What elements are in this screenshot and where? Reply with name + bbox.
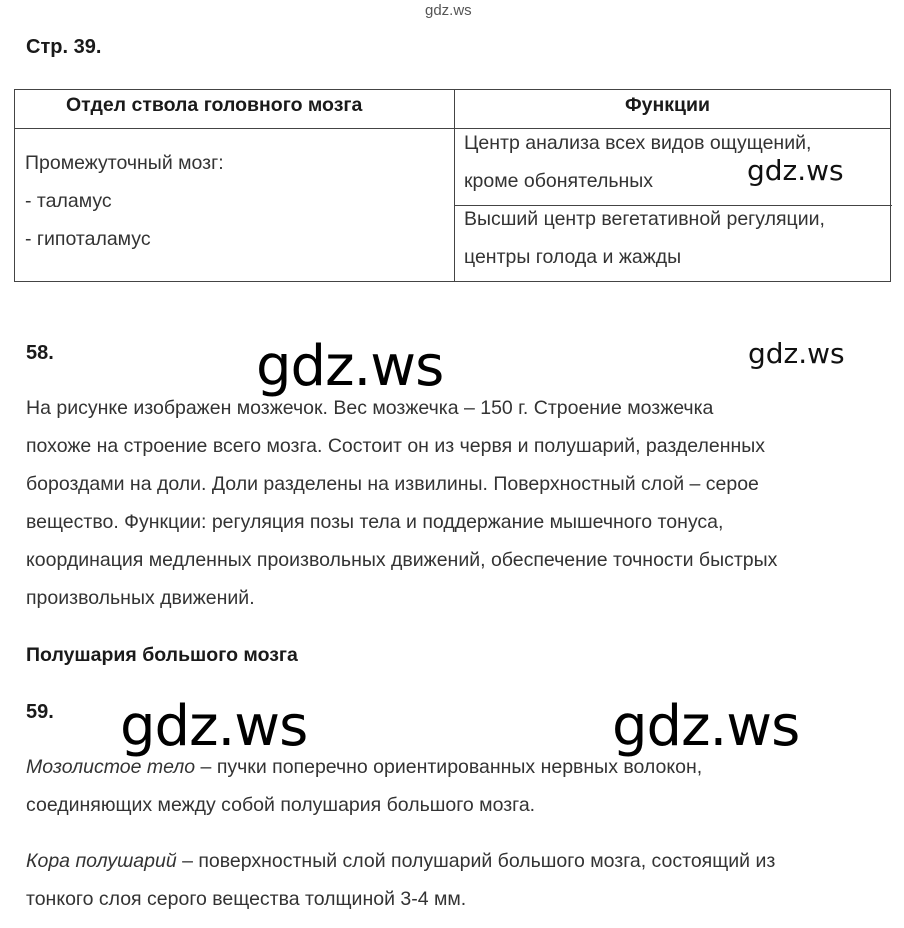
watermark-table: gdz.ws [747, 154, 844, 187]
term-cortex: Кора полушарий [26, 850, 177, 872]
watermark-big-59-right: gdz.ws [612, 694, 800, 759]
watermark-big-58: gdz.ws [256, 334, 444, 399]
definition-line: соединяющих между собой полушария большого мозга. [26, 794, 536, 816]
table-cell-left-line: - таламус [25, 190, 112, 212]
definition-cortex [26, 843, 775, 881]
table-cell-function-line: центры голода и жажды [464, 246, 682, 268]
table-header-functions: Функции [625, 94, 710, 116]
question-58-line: похоже на строение всего мозга. Состоит он из червя и полушарий, разделенных [26, 435, 766, 457]
definition-text: – поверхностный слой полушарий большого мозга, состоящий из [176, 850, 776, 872]
definition-line: тонкого слоя серого вещества толщиной 3-4 мм. [26, 888, 467, 910]
table-cell-function-line: Центр анализа всех видов ощущений, [464, 132, 812, 154]
definition-text: – пучки поперечно ориентированных нервных волокон, [195, 756, 703, 778]
question-58-line: координация медленных произвольных движений, обеспечение точности быстрых [26, 549, 778, 571]
question-59-number: 59. [26, 701, 54, 723]
question-58-line: вещество. Функции: регуляция позы тела и поддержание мышечного тонуса, [26, 511, 724, 533]
table-cell-function-line: Высший центр вегетативной регуляции, [464, 208, 825, 230]
watermark-mid-right: gdz.ws [748, 337, 845, 370]
table-cell-function-line: кроме обонятельных [464, 170, 654, 192]
brainstem-table [14, 89, 891, 282]
table-column-divider [454, 90, 455, 281]
watermark-top: gdz.ws [425, 2, 472, 19]
question-58-number: 58. [26, 342, 54, 364]
table-header-section: Отдел ствола головного мозга [66, 94, 363, 116]
definition-corpus-callosum [26, 749, 702, 787]
page-title: Стр. 39. [26, 36, 102, 58]
question-58-line: На рисунке изображен мозжечок. Вес мозжечка – 150 г. Строение мозжечка [26, 397, 714, 419]
table-cell-left-line: - гипоталамус [25, 228, 151, 250]
term-corpus-callosum: Мозолистое тело [26, 756, 196, 778]
question-58-line: бороздами на доли. Доли разделены на извилины. Поверхностный слой – серое [26, 473, 759, 495]
table-cell-left-line: Промежуточный мозг: [25, 152, 224, 174]
section-title: Полушария большого мозга [26, 644, 298, 666]
watermark-big-59-left: gdz.ws [120, 694, 308, 759]
question-58-line: произвольных движений. [26, 587, 255, 609]
